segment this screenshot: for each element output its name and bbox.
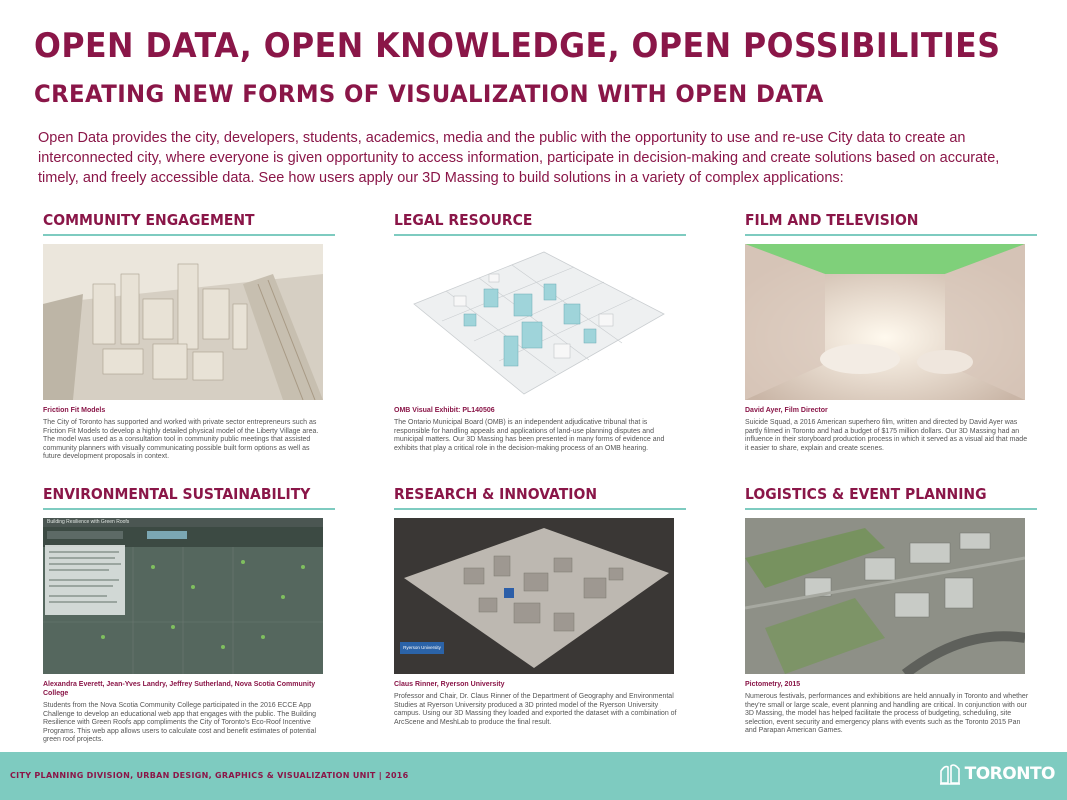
heading-rule <box>394 508 686 510</box>
image-caption: David Ayer, Film Director <box>745 407 828 414</box>
massing-model-render <box>394 244 674 400</box>
toronto-logo <box>939 763 1055 785</box>
heading-rule <box>745 234 1037 236</box>
panel-description: Students from the Nova Scotia Community College participated in the 2016 ECCE App Challenge to develop an educational web app that engages with the public. The Building Resilience with Green Roofs app compliments the City of Toronto's Eco-Roof Incentive Programs. This web app allows users to calculate cost and benefit estimates of potential green roof projects. <box>43 702 317 743</box>
image-caption: OMB Visual Exhibit: PL140506 <box>394 407 495 414</box>
aerial-photo <box>745 518 1025 674</box>
panel-heading: FILM AND TELEVISION <box>745 211 919 229</box>
physical-model-photo <box>43 244 323 400</box>
page-subtitle: CREATING NEW FORMS OF VISUALIZATION WITH OPEN DATA <box>34 80 824 108</box>
panel-heading: COMMUNITY ENGAGEMENT <box>43 211 255 229</box>
panel-environmental-sustainability <box>43 484 335 745</box>
page-title: OPEN DATA, OPEN KNOWLEDGE, OPEN POSSIBILITIES <box>34 26 1001 66</box>
intro-paragraph: Open Data provides the city, developers, students, academics, media and the public with the opportunity to use and re-use City data to create an interconnected city, where everyone is given opportunity to access information, participate in decision-making and create solutions based on accurate, timely, and freely accessible data. See how users apply our 3D Massing to build solutions in a variety of complex applications: <box>38 130 1000 186</box>
panel-community-engagement <box>43 210 335 462</box>
city-hall-icon <box>939 763 961 785</box>
heading-rule <box>394 234 686 236</box>
logo-wordmark: TORONTO <box>964 764 1055 784</box>
image-caption: Pictometry, 2015 <box>745 681 801 688</box>
panel-heading: ENVIRONMENTAL SUSTAINABILITY <box>43 485 311 503</box>
panel-logistics-event-planning <box>745 484 1037 736</box>
plaque-label: Ryerson University <box>400 642 444 654</box>
panel-description: The Ontario Municipal Board (OMB) is an independent adjudicative tribunal that is responsible for handling appeals and applications of land-use planning disputes and municipal matters. Our 3D Massing has been presented in many forms of evidence and exhibits that play a critical role in the decision-making process of an OMB hearing. <box>394 419 665 452</box>
panel-description: Suicide Squad, a 2016 American superhero film, written and directed by David Ayer was partly filmed in Toronto and had a budget of $175 million dollars. Our 3D Massing had an influence in their storyboard production process in which it served as a visual aid that made it easier to share, explain and create scenes. <box>745 419 1028 452</box>
panel-legal-resource <box>394 210 686 453</box>
panel-description: Numerous festivals, performances and exhibitions are held annually in Toronto and whether they're small or large scale, event planning and handling are critical. In conjunction with our 3D Massing, the model has helped facilitate the process of budgeting, scheduling, site selection, event security and emergency plans with events such as the Toronto 2015 Pan and Parapan American Games. <box>745 693 1029 734</box>
panel-film-television <box>745 210 1037 453</box>
panel-description: Professor and Chair, Dr. Claus Rinner of the Department of Geography and Environmental Studies at Ryerson University produced a 3D printed model of the Ryerson University campus. Using our 3D Massing they loaded and exported the dataset with a combination of ArcScene and MeshLab to produce the final result. <box>394 693 677 726</box>
storyboard-render <box>745 244 1025 400</box>
panel-heading: LEGAL RESOURCE <box>394 211 533 229</box>
footer-credit: CITY PLANNING DIVISION, URBAN DESIGN, GRAPHICS & VISUALIZATION UNIT | 2016 <box>10 771 409 780</box>
panel-research-innovation <box>394 484 686 727</box>
footer-bar <box>0 752 1067 800</box>
panel-heading: RESEARCH & INNOVATION <box>394 485 598 503</box>
panel-description: The City of Toronto has supported and worked with private sector entrepreneurs such as Friction Fit Models to develop a highly detailed physical model of the Liberty Village area. The model was used as a consultation tool in community public meetings that assisted community planners with visually communicating possible built form options as well as future development proposals in context. <box>43 419 319 460</box>
heading-rule <box>43 234 335 236</box>
image-caption: Friction Fit Models <box>43 407 106 414</box>
image-caption: Alexandra Everett, Jean-Yves Landry, Jeffrey Sutherland, Nova Scotia Community College <box>43 681 316 697</box>
heading-rule <box>43 508 335 510</box>
heading-rule <box>745 508 1037 510</box>
app-title: Building Resilience with Green Roofs <box>43 518 323 527</box>
3d-printed-model-photo <box>394 518 674 674</box>
panel-heading: LOGISTICS & EVENT PLANNING <box>745 485 987 503</box>
image-caption: Claus Rinner, Ryerson University <box>394 681 505 688</box>
green-roof-app-screenshot <box>43 518 323 674</box>
